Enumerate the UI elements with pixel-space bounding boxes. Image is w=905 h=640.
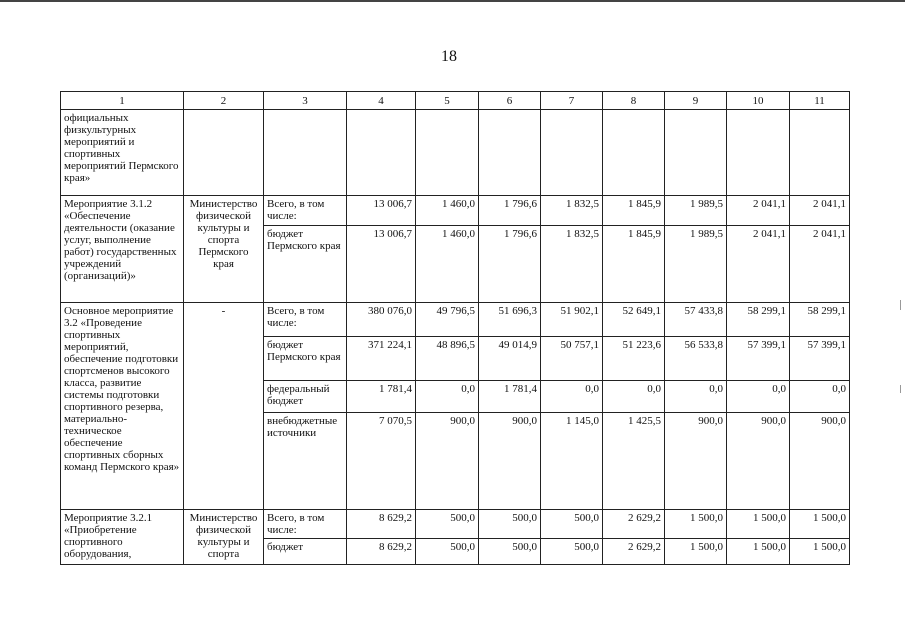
- column-header: 1: [61, 92, 184, 110]
- value-cell: [727, 110, 790, 196]
- column-number-row: [61, 92, 850, 110]
- value-cell: 900,0: [790, 413, 850, 510]
- value-cell: 2 041,1: [790, 196, 850, 226]
- value-cell: 52 649,1: [603, 303, 665, 337]
- responsible-cell: Министерство физической культуры и спорта Пермского края: [184, 196, 264, 303]
- responsible-cell: Министерство физической культуры и спорта: [184, 510, 264, 565]
- responsible-cell: [184, 110, 264, 196]
- value-cell: 13 006,7: [347, 226, 416, 303]
- responsible-cell: -: [184, 303, 264, 510]
- column-header: 11: [790, 92, 850, 110]
- column-header: 4: [347, 92, 416, 110]
- value-cell: 2 041,1: [727, 196, 790, 226]
- funding-source-cell: бюджет Пермского края: [264, 337, 347, 381]
- activity-name-cell: Основное мероприятие 3.2 «Проведение спортивных мероприятий, обеспечение подготовки спортсменов высокого класса, развитие системы подготовки спортивного резерва, материально-техническое обеспечение спортивных сборных команд Пермского края»: [61, 303, 184, 510]
- edge-mark: [900, 300, 901, 310]
- value-cell: 500,0: [416, 510, 479, 539]
- column-header: 6: [479, 92, 541, 110]
- value-cell: 57 399,1: [790, 337, 850, 381]
- value-cell: 8 629,2: [347, 539, 416, 565]
- table-row: [61, 303, 850, 337]
- page-number: 18: [441, 48, 457, 65]
- table-row: [61, 196, 850, 226]
- value-cell: 51 902,1: [541, 303, 603, 337]
- value-cell: 1 500,0: [665, 510, 727, 539]
- value-cell: 8 629,2: [347, 510, 416, 539]
- value-cell: 1 832,5: [541, 196, 603, 226]
- value-cell: 500,0: [479, 510, 541, 539]
- value-cell: 1 500,0: [727, 539, 790, 565]
- table-row: [61, 510, 850, 539]
- activity-name-cell: официальных физкультурных мероприятий и спортивных мероприятий Пермского края»: [61, 110, 184, 196]
- value-cell: 1 500,0: [790, 539, 850, 565]
- value-cell: [541, 110, 603, 196]
- funding-source-cell: бюджет Пермского края: [264, 226, 347, 303]
- edge-mark: [900, 385, 901, 393]
- value-cell: 2 629,2: [603, 539, 665, 565]
- top-border-line: [0, 0, 905, 2]
- value-cell: 57 399,1: [727, 337, 790, 381]
- funding-source-cell: федеральный бюджет: [264, 381, 347, 413]
- value-cell: 1 425,5: [603, 413, 665, 510]
- value-cell: 900,0: [479, 413, 541, 510]
- value-cell: 900,0: [727, 413, 790, 510]
- column-header: 10: [727, 92, 790, 110]
- value-cell: 58 299,1: [790, 303, 850, 337]
- value-cell: 1 460,0: [416, 226, 479, 303]
- program-table: [60, 91, 850, 565]
- value-cell: 1 796,6: [479, 196, 541, 226]
- value-cell: 500,0: [479, 539, 541, 565]
- value-cell: 1 500,0: [790, 510, 850, 539]
- value-cell: 2 041,1: [727, 226, 790, 303]
- value-cell: [603, 110, 665, 196]
- value-cell: 1 460,0: [416, 196, 479, 226]
- value-cell: 7 070,5: [347, 413, 416, 510]
- value-cell: 0,0: [790, 381, 850, 413]
- value-cell: 500,0: [541, 510, 603, 539]
- funding-source-cell: Всего, в том числе:: [264, 303, 347, 337]
- value-cell: 13 006,7: [347, 196, 416, 226]
- value-cell: 1 781,4: [347, 381, 416, 413]
- value-cell: 49 796,5: [416, 303, 479, 337]
- value-cell: 900,0: [416, 413, 479, 510]
- funding-source-cell: Всего, в том числе:: [264, 196, 347, 226]
- value-cell: 1 832,5: [541, 226, 603, 303]
- value-cell: [416, 110, 479, 196]
- value-cell: 380 076,0: [347, 303, 416, 337]
- table-row: [61, 110, 850, 196]
- value-cell: 56 533,8: [665, 337, 727, 381]
- funding-source-cell: Всего, в том числе:: [264, 510, 347, 539]
- column-header: 2: [184, 92, 264, 110]
- column-header: 7: [541, 92, 603, 110]
- value-cell: 1 500,0: [727, 510, 790, 539]
- value-cell: 1 781,4: [479, 381, 541, 413]
- value-cell: 1 145,0: [541, 413, 603, 510]
- value-cell: 500,0: [416, 539, 479, 565]
- value-cell: 0,0: [665, 381, 727, 413]
- column-header: 5: [416, 92, 479, 110]
- activity-name-cell: Мероприятие 3.2.1 «Приобретение спортивного оборудования,: [61, 510, 184, 565]
- value-cell: 51 223,6: [603, 337, 665, 381]
- value-cell: 0,0: [416, 381, 479, 413]
- value-cell: 58 299,1: [727, 303, 790, 337]
- value-cell: 1 500,0: [665, 539, 727, 565]
- value-cell: 57 433,8: [665, 303, 727, 337]
- value-cell: 1 845,9: [603, 196, 665, 226]
- value-cell: 2 041,1: [790, 226, 850, 303]
- value-cell: 50 757,1: [541, 337, 603, 381]
- funding-source-cell: внебюджетные источники: [264, 413, 347, 510]
- value-cell: 1 989,5: [665, 226, 727, 303]
- column-header: 9: [665, 92, 727, 110]
- value-cell: [479, 110, 541, 196]
- value-cell: 1 989,5: [665, 196, 727, 226]
- value-cell: [665, 110, 727, 196]
- activity-name-cell: Мероприятие 3.1.2 «Обеспечение деятельности (оказание услуг, выполнение работ) государственных учреждений (организаций)»: [61, 196, 184, 303]
- column-header: 3: [264, 92, 347, 110]
- value-cell: 49 014,9: [479, 337, 541, 381]
- column-header: 8: [603, 92, 665, 110]
- value-cell: 1 796,6: [479, 226, 541, 303]
- funding-source-cell: [264, 110, 347, 196]
- value-cell: 51 696,3: [479, 303, 541, 337]
- value-cell: 500,0: [541, 539, 603, 565]
- funding-source-cell: бюджет: [264, 539, 347, 565]
- value-cell: 1 845,9: [603, 226, 665, 303]
- value-cell: 48 896,5: [416, 337, 479, 381]
- value-cell: 0,0: [541, 381, 603, 413]
- value-cell: [790, 110, 850, 196]
- value-cell: 0,0: [603, 381, 665, 413]
- value-cell: 0,0: [727, 381, 790, 413]
- value-cell: [347, 110, 416, 196]
- value-cell: 2 629,2: [603, 510, 665, 539]
- value-cell: 900,0: [665, 413, 727, 510]
- value-cell: 371 224,1: [347, 337, 416, 381]
